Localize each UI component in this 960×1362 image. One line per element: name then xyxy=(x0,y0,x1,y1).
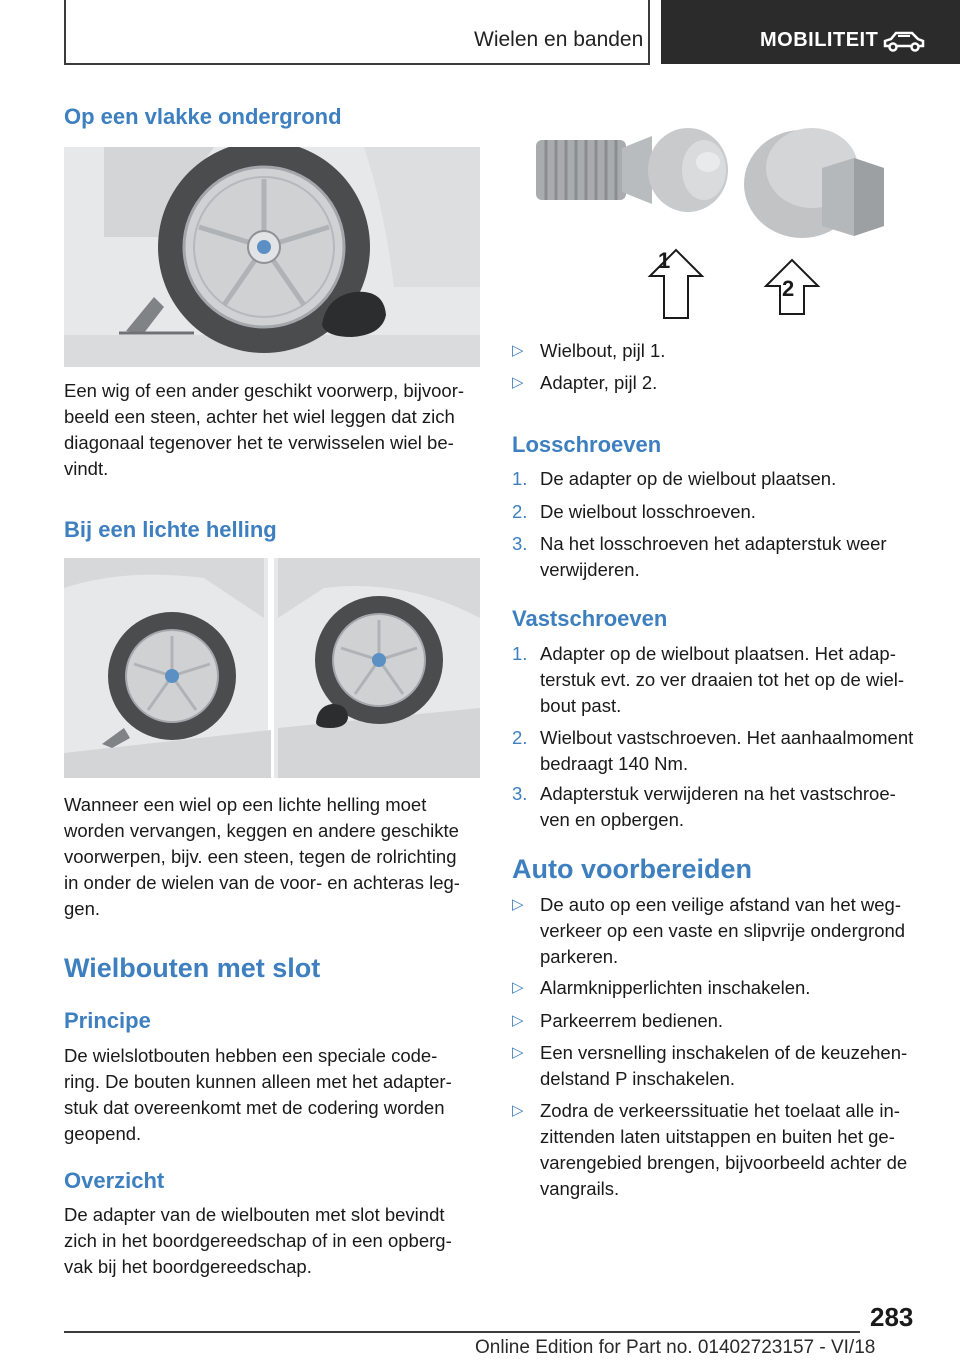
header-chapter-title: MOBILITEIT xyxy=(760,29,879,51)
paragraph-principle: De wielslotbouten hebben een speciale code- ring. De bouten kunnen alleen met het adapter- stuk dat overeenkomt met de codering worden geopend. xyxy=(64,1045,452,1144)
heading-prepare-car: Auto voorbereiden xyxy=(512,854,753,884)
heading-slight-slope: Bij een lichte helling xyxy=(64,517,277,542)
paragraph-overview: De adapter van de wielbouten met slot bevindt zich in het boordgereedschap of in een opberg- vak bij het boordgereedschap. xyxy=(64,1204,452,1277)
triangle-bullet-icon: ▷ xyxy=(512,1044,524,1061)
paragraph-flat-surface: Een wig of een ander geschikt voorwerp, bijvoor- beeld een steen, achter het wiel leggen dat zich diagonaal tegenover het te verwisselen wiel be- vindt. xyxy=(64,380,465,479)
heading-tighten: Vastschroeven xyxy=(512,606,668,631)
triangle-bullet-icon: ▷ xyxy=(512,1012,524,1029)
triangle-bullet-icon: ▷ xyxy=(512,896,524,913)
triangle-bullet-icon: ▷ xyxy=(512,374,524,391)
figure-wheel-bolt-adapter xyxy=(512,118,928,328)
heading-overview: Overzicht xyxy=(64,1168,165,1193)
figure-wheel-chock-flat xyxy=(64,147,480,367)
figure-label-1: 1 xyxy=(658,248,671,273)
heading-flat-surface: Op een vlakke ondergrond xyxy=(64,104,342,129)
header-rule-left xyxy=(64,0,66,64)
header-rule-right xyxy=(648,0,650,64)
figure-label-2: 2 xyxy=(782,276,795,301)
heading-unscrew: Losschroeven xyxy=(512,432,662,457)
footer-edition: Online Edition for Part no. 01402723157 - VI/18 xyxy=(475,1337,876,1358)
triangle-bullet-icon: ▷ xyxy=(512,979,524,996)
figure-wheel-chock-slope xyxy=(64,558,480,778)
header-rule-bottom xyxy=(64,63,650,65)
header-section-title: Wielen en banden xyxy=(474,28,644,51)
paragraph-slight-slope: Wanneer een wiel op een lichte helling moet worden vervangen, keggen en andere geschikte voorwerpen, bijv. een steen, tegen de rolrichting in onder de wielen van de voor- en achteras leg- gen. xyxy=(64,794,460,919)
footer-rule xyxy=(64,1331,860,1333)
heading-principle: Principe xyxy=(64,1008,151,1033)
car-icon xyxy=(882,30,926,59)
heading-locking-wheel-bolts: Wielbouten met slot xyxy=(64,953,321,983)
triangle-bullet-icon: ▷ xyxy=(512,342,524,359)
page-number: 283 xyxy=(870,1302,914,1332)
triangle-bullet-icon: ▷ xyxy=(512,1102,524,1119)
